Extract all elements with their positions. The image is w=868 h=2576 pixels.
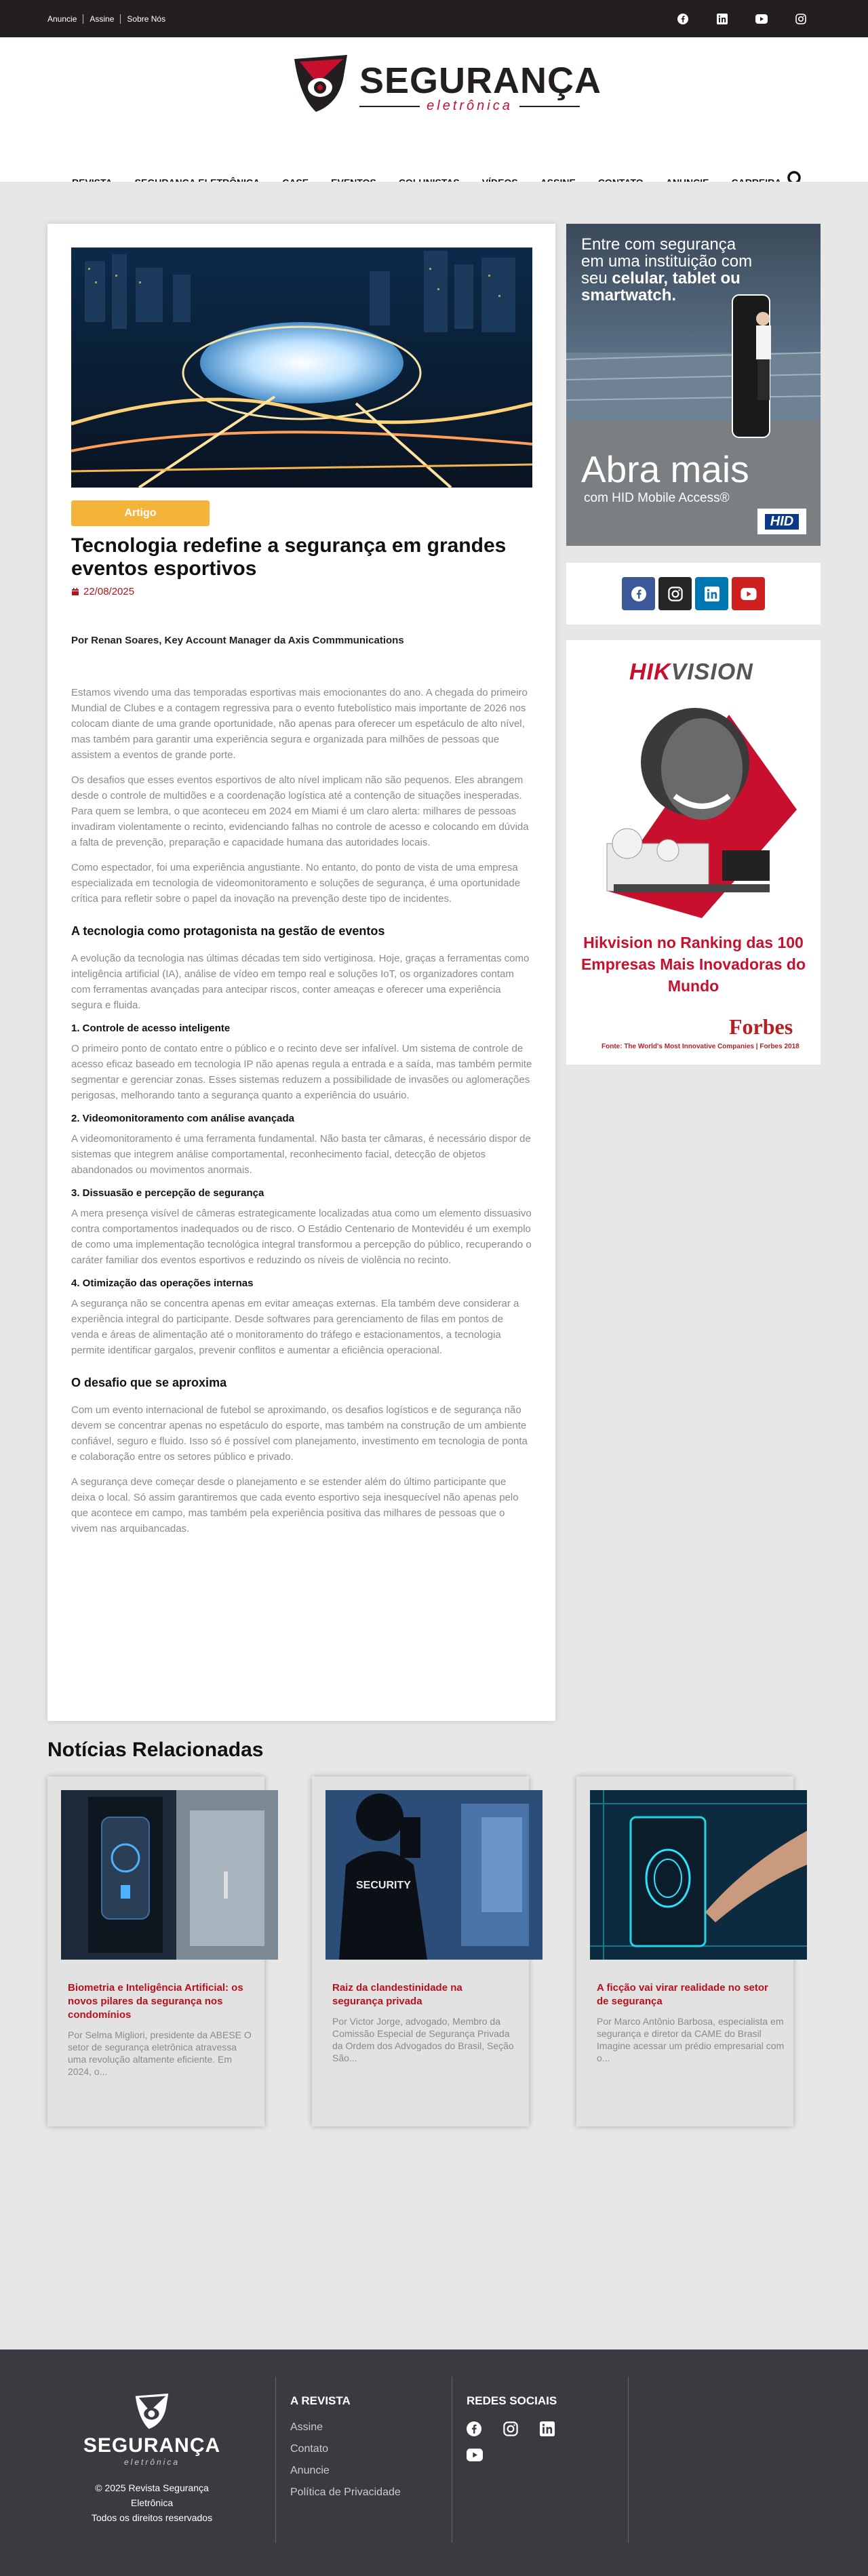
footer-link-privacidade[interactable]: Política de Privacidade [290,2486,401,2498]
hid-logo [757,509,806,534]
article-body [71,685,532,1546]
paragraph: O primeiro ponto de contato entre o público e o recinto deve ser infalível. Um sistema de controle de acesso eficaz baseado em tecnologia IP não apenas regula a entrada e a saída, mas também permite segmentar e gerenciar zonas. Esses sistemas reduzem a possibilidade de invasões ou aglomerações perigosas, melhorando tanto a segurança quanto a experiência do usuário. [71,1043,532,1101]
related-card-image [326,1790,542,1960]
linkedin-button[interactable] [695,577,728,610]
linkedin-icon [705,587,719,601]
site-logo[interactable] [290,51,602,119]
footer-copyright [77,2480,226,2525]
subsection-heading: 1. Controle de acesso inteligente [71,1023,231,1034]
instagram-icon [668,587,683,601]
related-heading: Notícias Relacionadas [47,1739,264,1761]
linkedin-icon[interactable] [540,2421,555,2436]
main-area [0,182,868,2350]
rights-text: Todos os direitos reservados [91,2512,213,2523]
youtube-icon [741,588,757,600]
footer-revista-col [290,2394,401,2508]
hik-logo-b: VISION [671,659,753,685]
article-author: Por Renan Soares, Key Account Manager da Axis Commmunications [71,635,404,646]
footer-link-assine[interactable]: Assine [290,2421,323,2433]
facebook-button[interactable] [622,577,655,610]
logo-emblem-icon [290,52,351,115]
related-card-image [590,1790,807,1960]
paragraph: Como espectador, foi uma experiência angustiante. No entanto, do ponto de vista de uma empresa especializada em tecnologia de videomonitoramento e soluções de segurança, é uma oportunidade crítica para refletir sobre o papel da inovação na prevenção deste tipo de incidentes. [71,862,521,905]
section-heading: A tecnologia como protagonista na gestão de eventos [71,924,385,938]
logo-word: SEGURANÇA [359,60,602,101]
top-links [47,14,172,24]
hikvision-ad-image [566,688,821,918]
paragraph: A evolução da tecnologia nas últimas décadas tem sido vertiginosa. Hoje, graças a ferramentas como inteligência artificial (IA), análise de vídeo em tempo real e soluções IoT, os organizadores contam com ferramentas avançadas para antecipar riscos, conter ameaças e oferecer uma experiência segura e fluida. [71,953,530,1011]
hid-ad-subline: com HID Mobile Access® [584,491,730,505]
instagram-button[interactable] [658,577,692,610]
top-bar [0,0,868,37]
logo-subtitle [359,98,580,114]
hid-ad-text [581,236,757,304]
paragraph: Os desafios que esses eventos esportivos de alto nível implicam não são pequenos. Eles abrangem desde o controle de multidões e a coordenação logística até a contenção de situações inesperadas. Para quem se lembra, o que aconteceu em 2024 em Miami é um claro alerta: milhares de pessoas invadiram violentamente o recinto, evidenciando falhas no controle de acesso e colocando em dúvida a falta de prevenção, preparação e capacidade humana das autoridades locais. [71,774,529,848]
instagram-icon[interactable] [503,2421,518,2436]
youtube-icon[interactable] [467,2449,483,2461]
paragraph: A segurança não se concentra apenas em evitar ameaças externas. Ela também deve considerar a experiência integral do participante. Desde softwares para gerenciamento de filas em pontos de venda e áreas de alimentação até o monitoramento do tráfego e estacionamentos, a tecnologia permite identificar gargalos, prevenir conflitos e aumentar a eficiência operacional. [71,1298,519,1356]
article-hero-image [71,247,532,488]
security-print: SECURITY [356,1880,411,1891]
paragraph: A mera presença visível de câmeras estrategicamente localizadas atua como um elemento dissuasivo contra comportamentos inadequados ou de risco. O Estádio Centenario de Montevidéu é um exemplo de como uma implementação tecnológica integral transformou a percepção do público, recuperando o caráter familiar dos eventos esportivos e reduzindo os níveis de violência no recinto. [71,1208,532,1266]
calendar-icon [71,588,79,596]
facebook-icon[interactable] [467,2421,481,2436]
related-card-image [61,1790,278,1960]
forbes-logo: Forbes [729,1014,793,1039]
footer-logo-word: SEGURANÇA [83,2434,221,2457]
hikvision-ad-title: Hikvision no Ranking das 100 Empresas Mais Inovadoras do Mundo [580,934,806,995]
related-card-title[interactable]: A ficção vai virar realidade no setor de segurança [597,1982,768,2007]
logo-sub-text: eletrônica [427,98,513,113]
related-card-excerpt: Por Marco Antônio Barbosa, especialista em segurança e diretor da CAME do Brasil Imagine acessar um prédio empresarial com o... [597,2016,785,2063]
related-card-excerpt: Por Victor Jorge, advogado, Membro da Comissão Especial de Segurança Privada da Ordem dos Advogados do Brasil, Seção São... [332,2016,514,2063]
linkedin-icon[interactable] [716,13,728,25]
hid-logo-text: HID [765,514,799,530]
youtube-button[interactable] [732,577,765,610]
related-card-title[interactable]: Raiz da clandestinidade na segurança privada [332,1982,462,2007]
section-heading: O desafio que se aproxima [71,1376,227,1389]
category-badge[interactable]: Artigo [71,500,210,526]
sidebar-social [566,563,821,625]
article-title: Tecnologia redefine a segurança em grandes eventos esportivos [71,534,507,580]
copyright-text: © 2025 Revista Segurança Eletrônica [95,2482,209,2508]
logo-emblem-icon [133,2392,171,2431]
hid-ad-headline: Abra mais [581,448,749,490]
top-link-assine[interactable]: Assine [83,14,121,24]
hikvision-logo [629,659,753,686]
site-footer [0,2350,868,2576]
related-card[interactable] [312,1777,529,2126]
paragraph: A videomonitoramento é uma ferramenta fundamental. Não basta ter câmaras, é necessário dispor de sistemas que integrem análise comportamental, reconhecimento facial, detecção de objetos abandonados ou movimentos anormais. [71,1133,531,1176]
facebook-icon[interactable] [677,13,689,25]
hikvision-ad-banner[interactable] [566,640,821,1065]
hid-ad-line: Entre com segurança em uma instituição com seu [581,235,753,288]
article-card [47,224,555,1721]
subsection-heading: 2. Videomonitoramento com análise avançada [71,1113,295,1124]
related-card[interactable] [576,1777,793,2126]
related-card[interactable] [47,1777,264,2126]
footer-col-title: REDES SOCIAIS [467,2394,557,2407]
paragraph: Com um evento internacional de futebol se aproximando, os desafios logísticos e de segurança não devem se concentrar apenas no espetáculo do esporte, mas também na construção de um ambiente confiável, seguro e fluido. Isso só é possível com planejamento, investimento em tecnologia de ponta e colaboração entre os setores público e privado. [71,1404,528,1463]
related-card-title[interactable]: Biometria e Inteligência Artificial: os novos pilares da segurança nos condomínios [68,1982,243,2021]
top-link-sobre[interactable]: Sobre Nós [127,14,166,24]
footer-col-title: A REVISTA [290,2394,351,2407]
hik-logo-a: HIK [629,659,671,685]
footer-link-contato[interactable]: Contato [290,2443,329,2455]
forbes-source: Fonte: The World's Most Innovative Companies | Forbes 2018 [601,1043,800,1050]
footer-logo-sub: eletrônica [123,2457,180,2467]
top-link-anuncie[interactable]: Anuncie [47,14,83,24]
facebook-icon [631,587,646,601]
instagram-icon[interactable] [795,13,807,25]
hid-ad-banner[interactable] [566,224,821,546]
related-card-excerpt: Por Selma Migliori, presidente da ABESE O setor de segurança eletrônica atravessa uma revolução altamente eficiente. Em 2024, o... [68,2029,252,2077]
paragraph: Estamos vivendo uma das temporadas esportivas mais emocionantes do ano. A chegada do primeiro Mundial de Clubes e a contagem regressiva para o evento futebolístico mais importante de 2026 nos colocam diante de uma grande oportunidade, não apenas para oferecer um espetáculo de alto nível, mas também para garantir uma experiência segura e organizada para milhões de pessoas que assistem a eventos de grande porte. [71,687,528,761]
subsection-heading: 3. Dissuasão e percepção de segurança [71,1187,264,1199]
footer-link-anuncie[interactable]: Anuncie [290,2465,330,2476]
article-date-text: 22/08/2025 [83,586,135,597]
youtube-icon[interactable] [755,13,768,25]
footer-social-icons [467,2421,575,2461]
top-social [677,13,807,25]
subsection-heading: 4. Otimização das operações internas [71,1277,254,1289]
footer-logo [77,2392,226,2525]
footer-social-col [467,2394,575,2461]
article-date [71,586,134,597]
paragraph: A segurança deve começar desde o planejamento e se estender além do último participante que deixa o local. Só assim garantiremos que cada evento esportivo seja inesquecível não apenas pelo que acontece em campo, mas também pela experiência positiva das milhares de pessoas que o vivem nas arquibancadas. [71,1476,519,1534]
site-header [0,37,868,182]
hid-ad-line-bold: celular, tablet ou smartwatch. [581,269,741,304]
